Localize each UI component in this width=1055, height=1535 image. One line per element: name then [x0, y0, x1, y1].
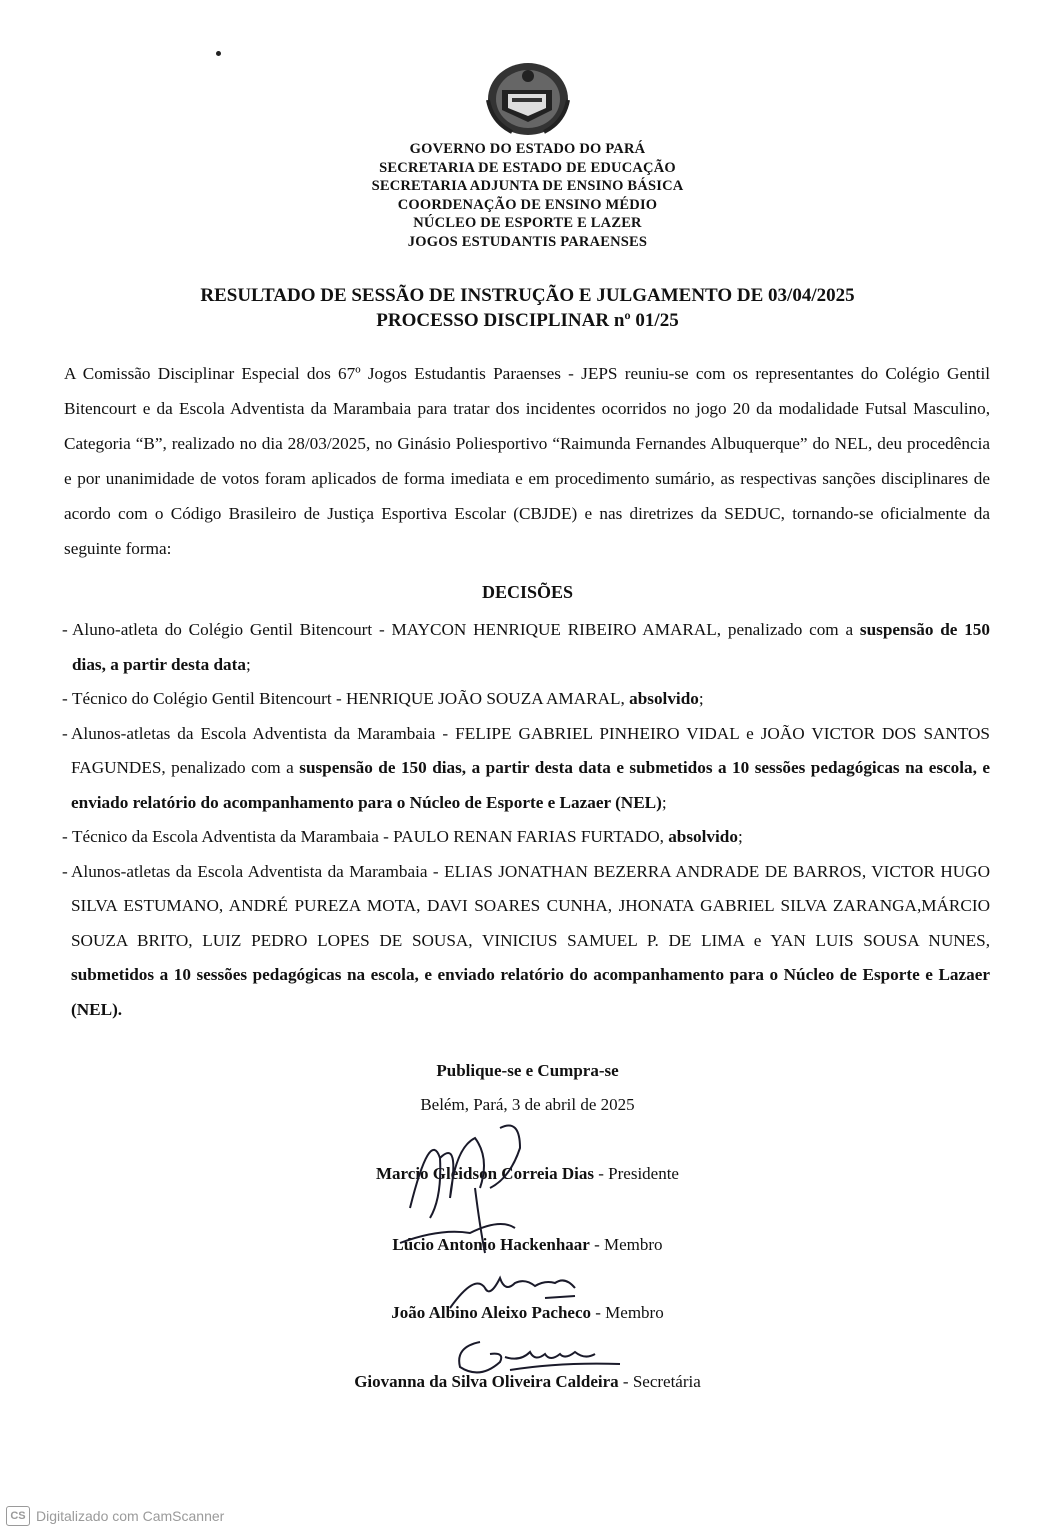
document-header [0, 140, 1055, 251]
document-title [0, 283, 1055, 333]
title-line-1: RESULTADO DE SESSÃO DE INSTRUÇÃO E JULGAMENTO DE 03/04/2025 [200, 285, 855, 306]
intro-paragraph: A Comissão Disciplinar Especial dos 67º Jogos Estudantis Paraenses - JEPS reuniu-se com os representantes do Colégio Gentil Bitencourt e da Escola Adventista da Marambaia para tratar dos incidentes ocorridos no jogo 20 da modalidade Futsal Masculino, Categoria “B”, realizado no dia 28/03/2025, no Ginásio Poliesportivo “Raimunda Fernandes Albuquerque” do NEL, deu procedência e por unanimidade de votos foram aplicados de forma imediata e em procedimento sumário, as respectivas sanções disciplinares de acordo com o Código Brasileiro de Justiça Esportiva Escolar (CBJDE) e nas diretrizes da SEDUC, tornando-se oficialmente da seguinte forma: [64, 364, 990, 558]
header-line: SECRETARIA DE ESTADO DE EDUCAÇÃO [379, 159, 676, 176]
header-line: COORDENAÇÃO DE ENSINO MÉDIO [397, 196, 658, 213]
header-line: NÚCLEO DE ESPORTE E LAZER [413, 215, 642, 231]
header-line: SECRETARIA ADJUNTA DE ENSINO BÁSICA [371, 178, 684, 194]
decision-item [62, 855, 990, 1028]
publique-line: Publique-se e Cumpra-se [436, 1061, 619, 1080]
decision-tail: ; [661, 792, 667, 812]
handwritten-signature-icon [380, 1118, 560, 1258]
signatory-name: Lúcio Antonio Hackenhaar [392, 1235, 590, 1254]
decision-text: Técnico do Colégio Gentil Bitencourt - HENRIQUE JOÃO SOUZA AMARAL, [72, 689, 630, 708]
title-line-2: PROCESSO DISCIPLINAR nº 01/25 [376, 310, 679, 331]
signatory-role: - Membro [589, 1235, 663, 1254]
decision-penalty: suspensão de 150 dias, a partir desta data [72, 620, 990, 674]
place-date: Belém, Pará, 3 de abril de 2025 [420, 1095, 635, 1114]
decision-penalty: absolvido [668, 827, 738, 846]
decision-penalty: suspensão de 150 dias, a partir desta data e submetidos a 10 sessões pedagógicas na escola, e enviado relatório do acompanhamento para o Núcleo de Esporte e Lazaer (NEL) [71, 758, 990, 812]
signatory-name: Marcio Gleidson Correia Dias [376, 1164, 594, 1183]
camscanner-logo-icon: CS [6, 1506, 30, 1526]
decision-penalty: submetidos a 10 sessões pedagógicas na escola, e enviado relatório do acompanhamento para o Núcleo de Esporte e Lazaer (NEL). [71, 965, 990, 1019]
signatory-role: - Membro [591, 1303, 664, 1322]
scanner-watermark [6, 1506, 224, 1526]
decisions-list [62, 613, 990, 1027]
scanner-text: Digitalizado com CamScanner [36, 1508, 225, 1524]
decision-text: Alunos-atletas da Escola Adventista da Marambaia - ELIAS JONATHAN BEZERRA ANDRADE DE BARROS, VICTOR HUGO SILVA ESTUMANO, ANDRÉ PUREZA MOTA, DAVI SOARES CUNHA, JHONATA GABRIEL SILVA ZARANGA,MÁRCIO SOUZA BRITO, LUIZ PEDRO LOPES DE SOUSA, VINICIUS SAMUEL P. DE LIMA e YAN LUIS SOUSA NUNES, [71, 861, 990, 950]
decision-item [62, 717, 990, 821]
decision-item [62, 613, 990, 682]
decision-tail: ; [737, 827, 743, 846]
decisions-heading: DECISÕES [481, 582, 574, 602]
signatory-role: - Presidente [594, 1164, 679, 1183]
decision-tail: ; [245, 654, 251, 674]
handwritten-signature-icon [450, 1332, 630, 1380]
signatory-role: - Secretária [618, 1372, 701, 1391]
decision-penalty: absolvido [629, 689, 699, 708]
signatory-name: Giovanna da Silva Oliveira Caldeira [354, 1372, 619, 1391]
scan-speck [216, 51, 221, 56]
decision-item [62, 682, 990, 717]
decision-item [62, 820, 990, 855]
header-line: GOVERNO DO ESTADO DO PARÁ [409, 141, 646, 157]
state-seal-icon [482, 60, 574, 138]
decision-tail: ; [698, 689, 704, 708]
signatory-name: João Albino Aleixo Pacheco [391, 1303, 592, 1322]
decision-text: Aluno-atleta do Colégio Gentil Bitencourt - MAYCON HENRIQUE RIBEIRO AMARAL, penalizado com a [72, 620, 860, 639]
handwritten-signature-icon [445, 1268, 595, 1313]
decision-text: Técnico da Escola Adventista da Marambaia - PAULO RENAN FARIAS FURTADO, [72, 827, 669, 846]
decision-text: Alunos-atletas da Escola Adventista da Marambaia - FELIPE GABRIEL PINHEIRO VIDAL e JOÃO VICTOR DOS SANTOS FAGUNDES, penalizado com a [71, 723, 990, 777]
header-line: JOGOS ESTUDANTIS PARAENSES [407, 233, 648, 250]
